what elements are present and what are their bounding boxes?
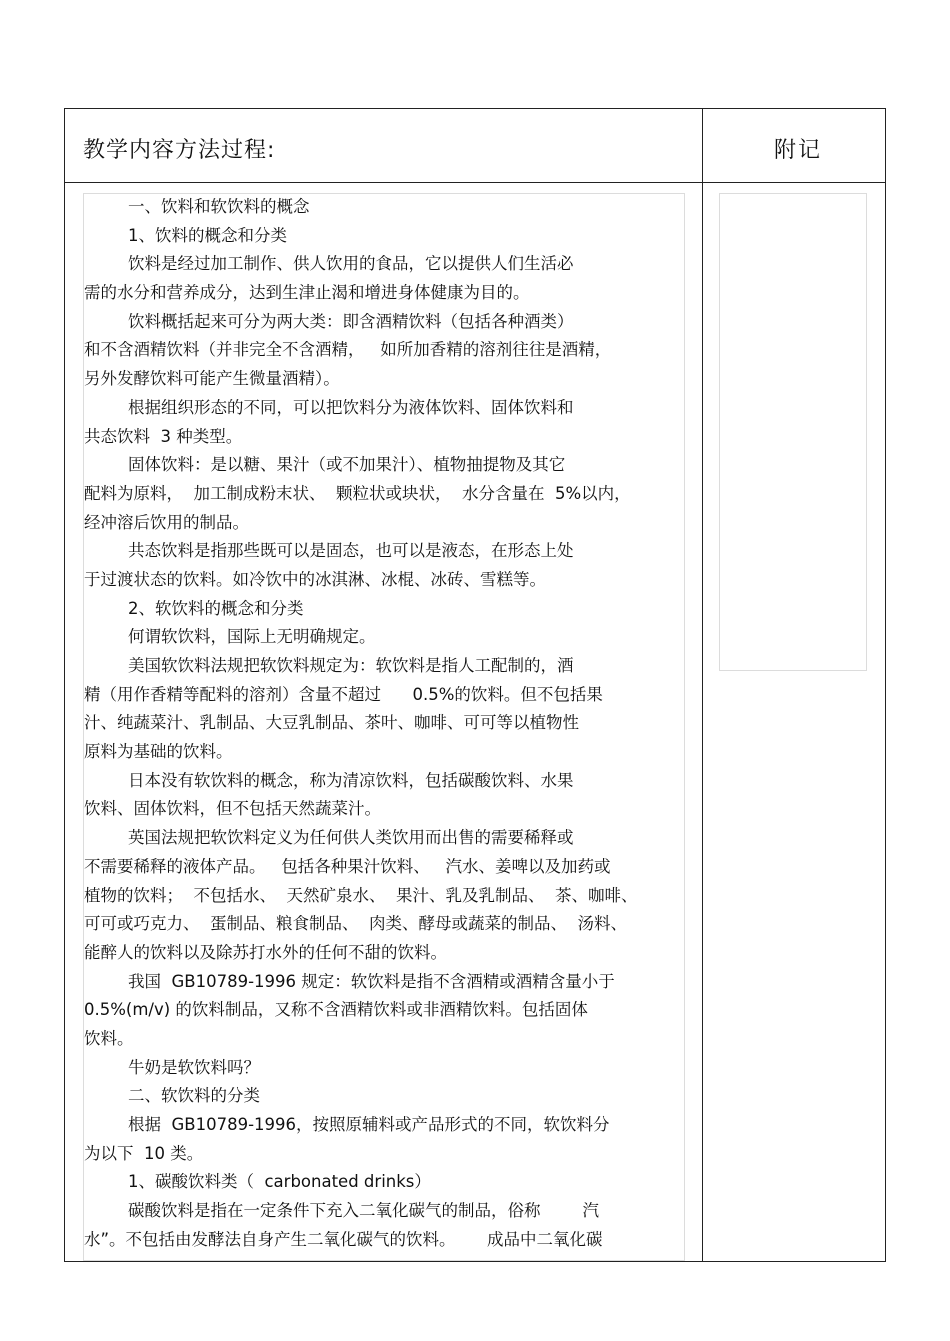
text-line: 饮料概括起来可分为两大类：即含酒精饮料（包括各种酒类） <box>128 311 574 331</box>
text-line: 1、碳酸饮料类（ carbonated drinks） <box>128 1172 431 1192</box>
text-line: 碳酸饮料是指在一定条件下充入二氧化碳气的制品，俗称 汽 <box>128 1201 599 1221</box>
text-line: 根据组织形态的不同，可以把饮料分为液体饮料、固体饮料和 <box>128 397 574 417</box>
text-line: 共态饮料 3 种类型。 <box>84 426 243 446</box>
text-line: 二、软饮料的分类 <box>128 1086 260 1106</box>
text-line: 英国法规把软饮料定义为任何供人类饮用而出售的需要稀释或 <box>128 828 574 848</box>
text-line: 原料为基础的饮料。 <box>84 742 233 762</box>
text-line: 于过渡状态的饮料。如冷饮中的冰淇淋、冰棍、冰砖、雪糕等。 <box>84 569 546 589</box>
text-line: 饮料。 <box>84 1028 134 1048</box>
text-line: 植物的饮料； 不包括水、 天然矿泉水、 果汁、乳及乳制品、 茶、咖啡、 <box>84 885 638 905</box>
header-divider <box>65 182 885 183</box>
text-line: 经冲溶后饮用的制品。 <box>84 512 249 532</box>
text-line: 汁、纯蔬菜汁、乳制品、大豆乳制品、茶叶、咖啡、可可等以植物性 <box>84 713 579 733</box>
text-line: 为以下 10 类。 <box>84 1143 204 1163</box>
text-line: 1、饮料的概念和分类 <box>128 225 287 245</box>
text-line: 精（用作香精等配料的溶剂）含量不超过 0.5%的饮料。但不包括果 <box>84 684 603 704</box>
lesson-body-text <box>84 193 684 1254</box>
text-line: 共态饮料是指那些既可以是固态，也可以是液态，在形态上处 <box>128 541 574 561</box>
content-column-header: 教学内容方法过程: <box>83 138 276 163</box>
text-line: 何谓软饮料，国际上无明确规定。 <box>128 627 376 647</box>
notes-column-header: 附记 <box>773 138 822 163</box>
text-line: 需的水分和营养成分，达到生津止渴和增进身体健康为目的。 <box>84 283 530 303</box>
text-line: 我国 GB10789-1996 规定：软饮料是指不含酒精或酒精含量小于 <box>128 971 615 991</box>
text-line: 饮料、固体饮料，但不包括天然蔬菜汁。 <box>84 799 381 819</box>
text-line: 2、软饮料的概念和分类 <box>128 598 304 618</box>
text-line: 根据 GB10789-1996，按照原辅料或产品形式的不同，软饮料分 <box>128 1115 610 1134</box>
text-line: 可可或巧克力、 蛋制品、粮食制品、 肉类、酵母或蔬菜的制品、 汤料、 <box>84 914 627 934</box>
text-line: 另外发酵饮料可能产生微量酒精）。 <box>84 369 340 389</box>
text-line: 饮料是经过加工制作、供人饮用的食品，它以提供人们生活必 <box>128 254 574 274</box>
text-line: 水”。不包括由发酵法自身产生二氧化碳气的饮料。 成品中二氧化碳 <box>84 1229 603 1249</box>
column-divider <box>702 109 703 1261</box>
text-line: 美国软饮料法规把软饮料规定为：软饮料是指人工配制的，酒 <box>128 656 574 675</box>
text-line: 日本没有软饮料的概念，称为清凉饮料，包括碳酸饮料、水果 <box>128 770 574 790</box>
text-line: 一、饮料和软饮料的概念 <box>128 197 310 216</box>
notes-frame <box>719 193 867 671</box>
text-line: 不需要稀释的液体产品。 包括各种果汁饮料、 汽水、姜啤以及加药或 <box>84 856 611 876</box>
text-line: 固体饮料：是以糖、果汁（或不加果汁）、植物抽提物及其它 <box>128 455 566 475</box>
text-line: 和不含酒精饮料（并非完全不含酒精， 如所加香精的溶剂往往是酒精， <box>84 340 612 360</box>
text-line: 能醉人的饮料以及除苏打水外的任何不甜的饮料。 <box>84 942 447 962</box>
text-line: 配料为原料， 加工制成粉末状、 颗粒状或块状， 水分含量在 5%以内， <box>84 483 631 503</box>
text-line: 0.5%(m/v) 的饮料制品，又称不含酒精饮料或非酒精饮料。包括固体 <box>84 1000 588 1020</box>
text-line: 牛奶是软饮料吗？ <box>128 1057 260 1077</box>
